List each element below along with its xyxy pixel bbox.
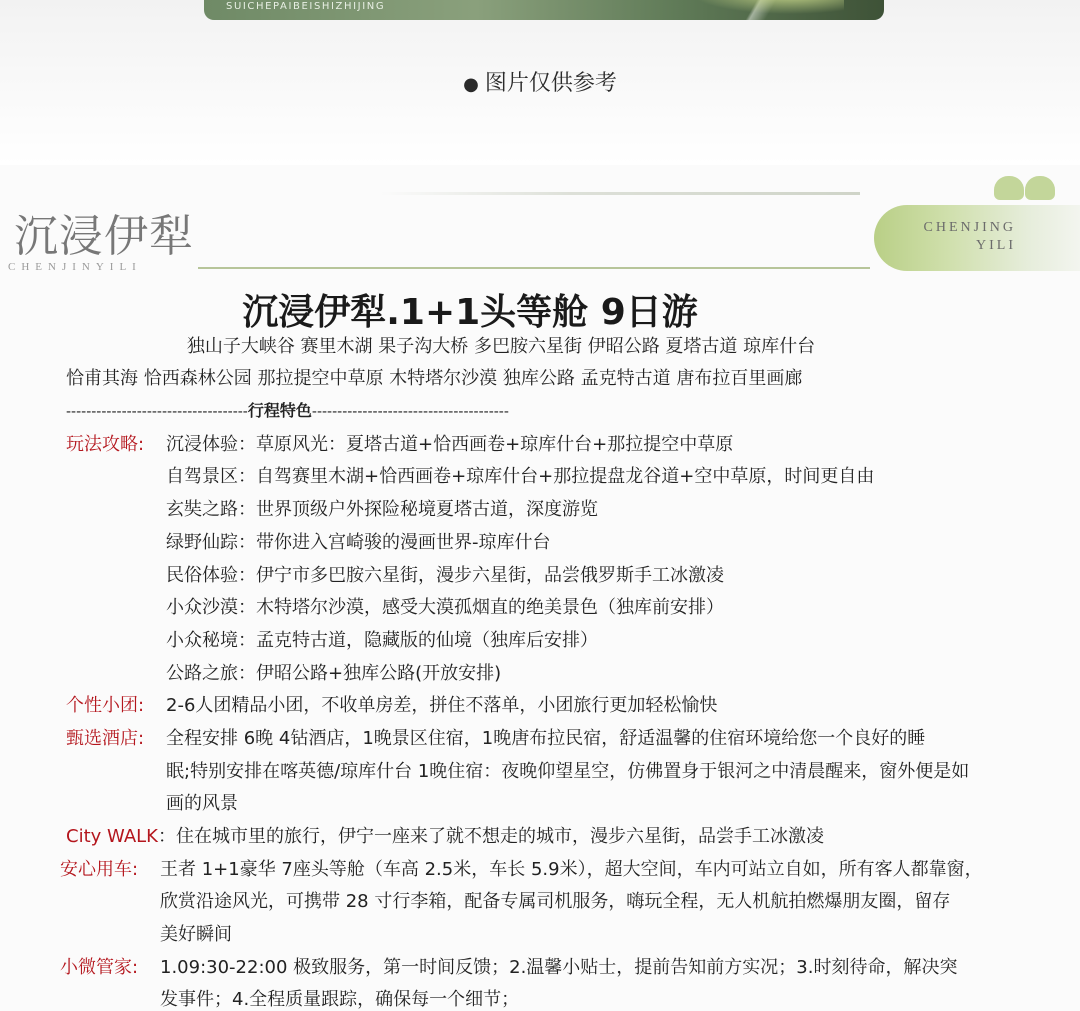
- play-item: 玄奘之路：世界顶级户外探险秘境夏塔古道，深度游览: [166, 499, 598, 520]
- city-walk-row: [66, 822, 824, 848]
- play-item: 绿野仙踪：带你进入宫崎骏的漫画世界-琼库什台: [166, 532, 551, 553]
- decorative-line-bottom: [198, 267, 870, 269]
- car-text-line: 欣赏沿途风光，可携带 28 寸行李箱，配备专属司机服务，嗨玩全程，无人机航拍燃爆朋友圈，留存: [160, 891, 951, 912]
- bullet-icon: ●: [463, 74, 479, 95]
- trip-title: 沉浸伊犁.1+1头等舱 9日游: [242, 292, 698, 333]
- decorative-pill-icon: [1025, 176, 1055, 200]
- decorative-pill-icon: [994, 176, 1024, 200]
- group-label: 个性小团:: [66, 695, 145, 716]
- car-label: 安心用车:: [60, 859, 139, 880]
- reference-note: [0, 66, 1080, 97]
- hotel-text-line: 全程安排 6晚 4钻酒店，1晚景区住宿，1晚唐布拉民宿，舒适温馨的住宿环境给您一个良好的睡: [166, 728, 926, 749]
- photo-caption: SUICHEPAIBEISHIZHIJING: [226, 1, 386, 12]
- city-walk-label: City WALK: [66, 826, 158, 847]
- badge-line-1: CHENJING: [923, 220, 1016, 235]
- features-divider: [66, 398, 716, 421]
- decorative-line-top: [380, 192, 860, 195]
- butler-label: 小微管家:: [60, 957, 139, 978]
- hotel-text-line: 眠;特别安排在喀英德/琼库什台 1晚住宿：夜晚仰望星空，仿佛置身于银河之中清晨醒来，窗外便是如: [166, 761, 970, 782]
- play-label: 玩法攻略:: [66, 434, 145, 455]
- section-brand-title: 沉浸伊犁: [14, 211, 194, 262]
- play-item: 自驾景区：自驾赛里木湖+恰西画卷+琼库什台+那拉提盘龙谷道+空中草原，时间更自由: [166, 466, 875, 487]
- group-text: 2-6人团精品小团，不收单房差，拼住不落单，小团旅行更加轻松愉快: [166, 695, 718, 716]
- section-badge: [874, 205, 1080, 271]
- reference-note-text: 图片仅供参考: [484, 71, 617, 96]
- hotel-text-line: 画的风景: [166, 793, 238, 814]
- play-item: 公路之旅：伊昭公路+独库公路(开放安排): [166, 663, 502, 684]
- city-walk-text: ：住在城市里的旅行，伊宁一座来了就不想走的城市，漫步六星街，品尝手工冰激凌: [157, 826, 824, 847]
- butler-text-line: 发事件；4.全程质量跟踪，确保每一个细节；: [160, 989, 520, 1010]
- places-line-1: 独山子大峡谷 赛里木湖 果子沟大桥 多巴胺六星街 伊昭公路 夏塔古道 琼库什台: [186, 336, 816, 357]
- divider-label: 行程特色: [247, 401, 312, 420]
- car-text-line: 美好瞬间: [160, 924, 232, 945]
- play-item: 沉浸体验：草原风光：夏塔古道+恰西画卷+琼库什台+那拉提空中草原: [166, 434, 734, 455]
- top-photo: [204, 0, 884, 20]
- play-item: 小众沙漠：木特塔尔沙漠，感受大漠孤烟直的绝美景色（独库前安排）: [166, 597, 724, 618]
- leaf-decoration: [664, 0, 844, 20]
- divider-right: ---------------------------------------: [311, 404, 509, 420]
- badge-text: [924, 219, 1016, 255]
- places-line-2: 恰甫其海 恰西森林公园 那拉提空中草原 木特塔尔沙漠 独库公路 孟克特古道 唐布拉百里画廊: [66, 368, 803, 389]
- car-text-line: 王者 1+1豪华 7座头等舱（车高 2.5米，车长 5.9米），超大空间，车内可站立自如，所有客人都靠窗，: [160, 859, 983, 880]
- play-item: 民俗体验：伊宁市多巴胺六星街，漫步六星街，品尝俄罗斯手工冰激凌: [166, 565, 724, 586]
- play-item: 小众秘境：孟克特古道，隐藏版的仙境（独库后安排）: [166, 630, 598, 651]
- butler-text-line: 1.09:30-22:00 极致服务，第一时间反馈；2.温馨小贴士，提前告知前方实况；3.时刻待命，解决突: [160, 957, 958, 978]
- section-brand-subtitle: CHENJINYILI: [8, 261, 142, 273]
- hotel-label: 甄选酒店:: [66, 728, 145, 749]
- badge-line-2: YILI: [976, 238, 1016, 253]
- divider-left: ------------------------------------: [66, 404, 248, 420]
